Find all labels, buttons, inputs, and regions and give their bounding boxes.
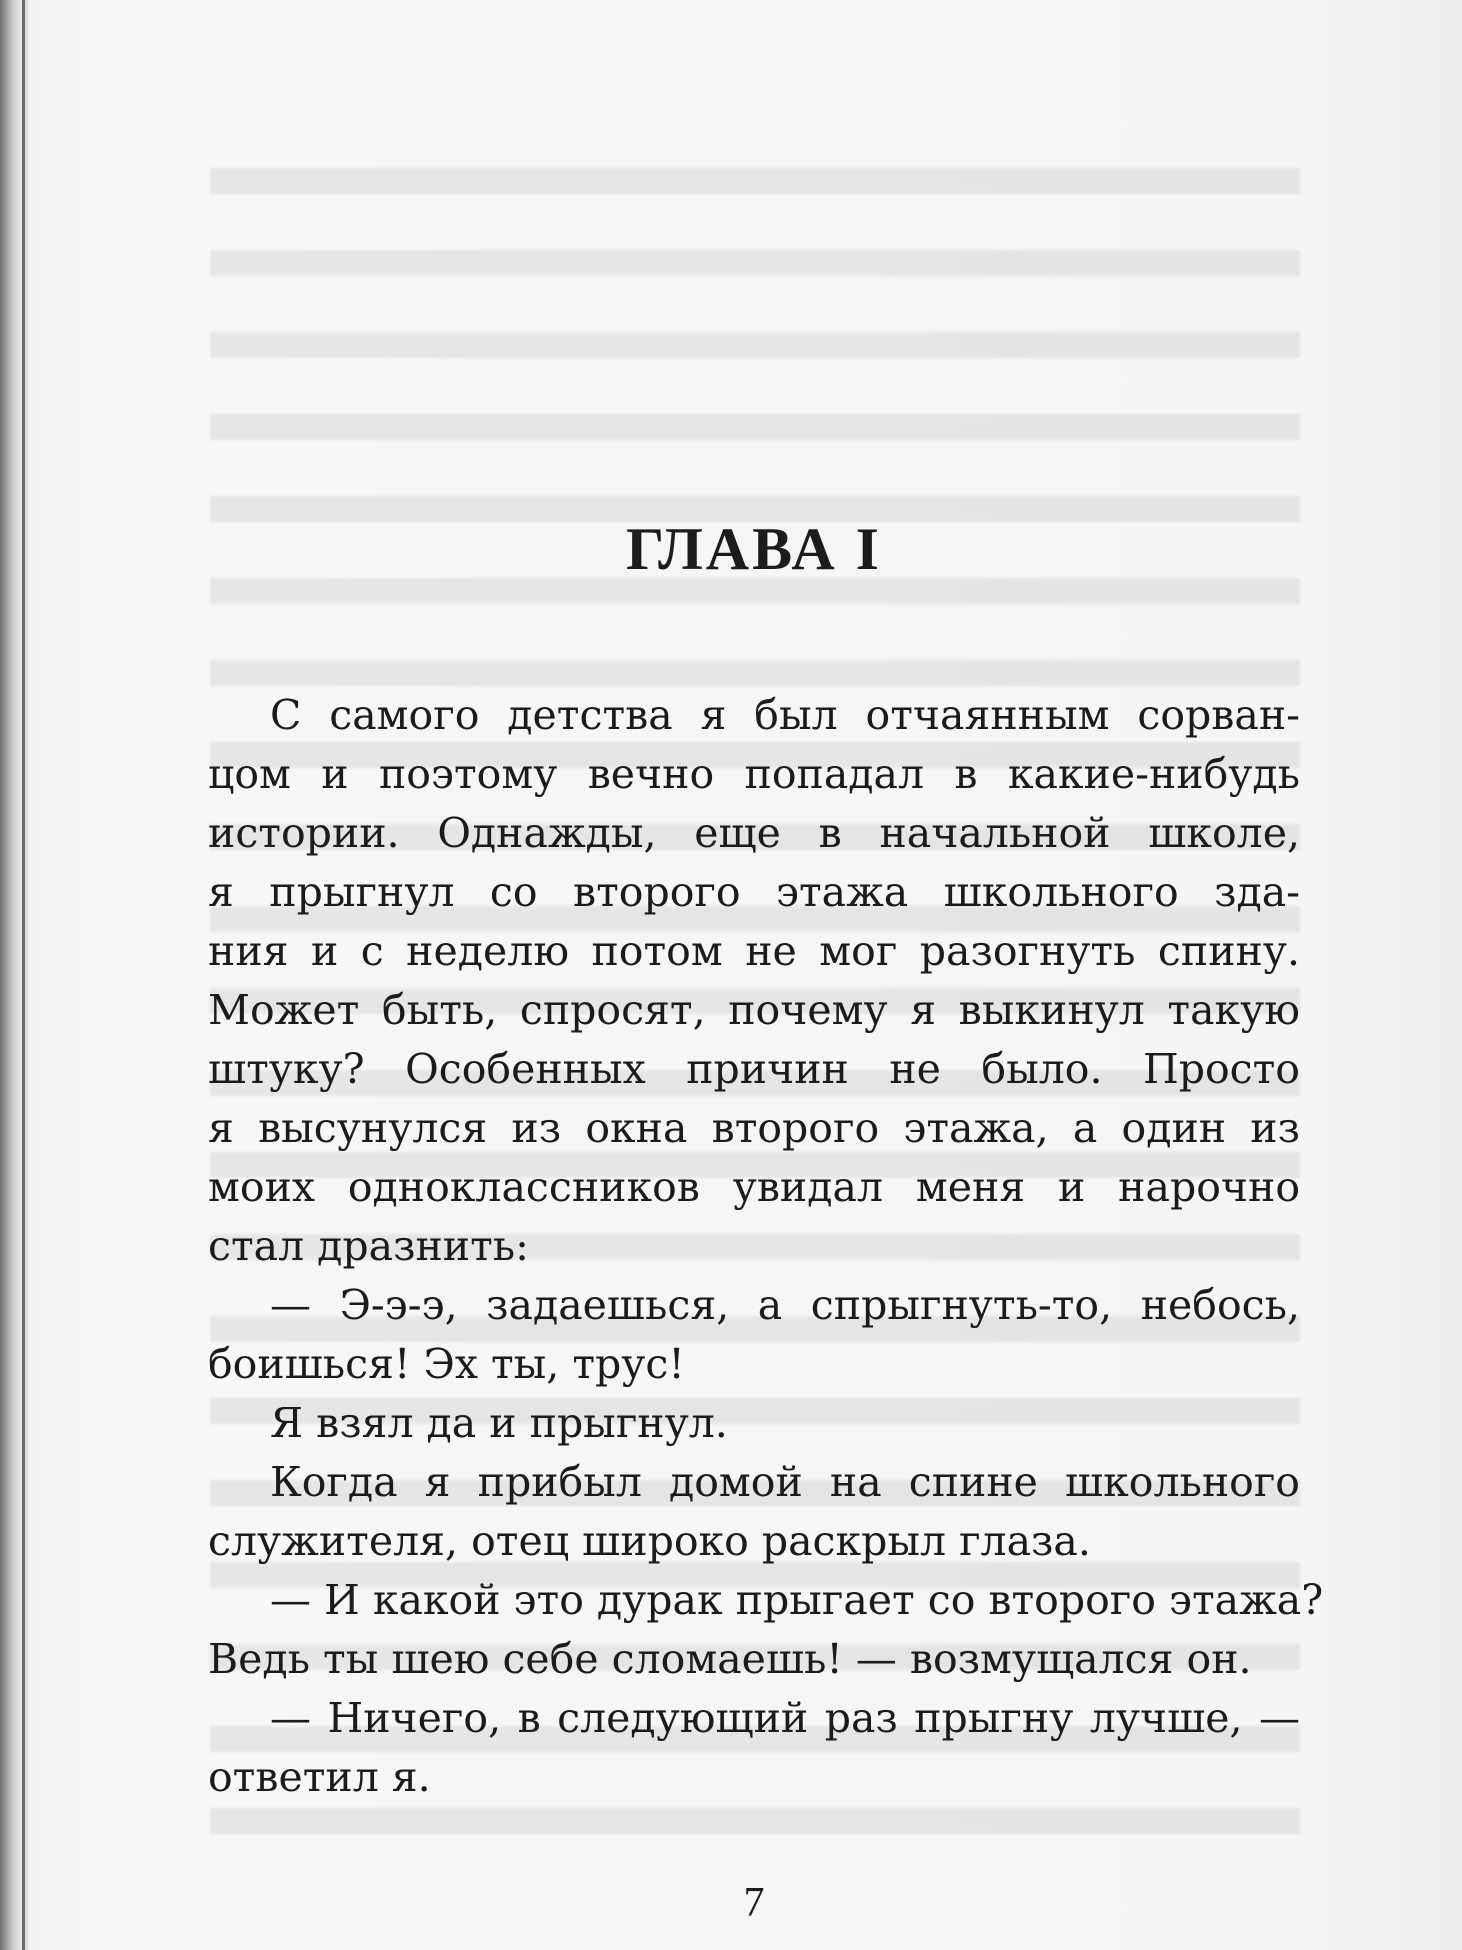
text-line: Когда я прибыл домой на спине школьного [270, 1458, 1300, 1506]
chapter-body [208, 686, 1324, 1807]
text-line: С самого детства я был отчаянным сорван- [270, 691, 1300, 739]
text-line: я высунулся из окна второго этажа, а один из [208, 1104, 1300, 1152]
text-line: — И какой это дурак прыгает со второго этажа? [270, 1576, 1324, 1624]
book-spine-edge [22, 0, 25, 1950]
text-line: стал дразнить: [208, 1222, 529, 1270]
text-line: цом и поэтому вечно попадал в какие-нибудь [208, 750, 1300, 798]
show-through-line [210, 314, 1300, 396]
text-line: — Э-э-э, задаешься, а спрыгнуть-то, небось, [270, 1281, 1300, 1329]
text-line: Может быть, спросят, почему я выкинул такую [208, 986, 1300, 1034]
show-through-line [210, 150, 1300, 232]
text-line: ния и с неделю потом не мог разогнуть спину. [208, 927, 1300, 975]
text-line: я прыгнул со второго этажа школьного зда- [208, 868, 1300, 916]
book-spine-shadow [0, 0, 22, 1950]
text-line: истории. Однажды, еще в начальной школе, [208, 809, 1300, 857]
show-through-line [210, 396, 1300, 478]
page-number: 7 [743, 1880, 765, 1926]
chapter-title: ГЛАВА I [625, 516, 883, 582]
text-line: боишься! Эх ты, трус! [208, 1340, 685, 1388]
show-through-line [210, 232, 1300, 314]
text-line: моих одноклассников увидал меня и нарочно [208, 1163, 1300, 1211]
text-line: служителя, отец широко раскрыл глаза. [208, 1517, 1091, 1565]
text-line: ответил я. [208, 1753, 431, 1801]
text-line: Я взял да и прыгнул. [270, 1399, 728, 1447]
text-line: Ведь ты шею себе сломаешь! — возмущался он. [208, 1635, 1252, 1683]
text-line: — Ничего, в следующий раз прыгну лучше, — [270, 1694, 1300, 1742]
text-line: штуку? Особенных причин не было. Просто [208, 1045, 1300, 1093]
